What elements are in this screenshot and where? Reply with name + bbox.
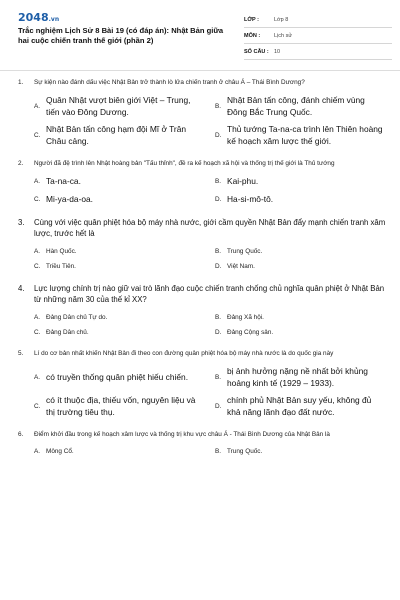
answer-option[interactable] [215,313,386,322]
option-text: có ít thuộc địa, thiếu vốn, nguyên liệu và thị trường tiêu thụ. [46,395,196,417]
option-text: Ha-si-mô-tô. [227,193,274,204]
option-letter: B. [215,178,222,186]
option-text: bị ảnh hưởng nặng nề nhất bởi khủng hoảng kinh tế (1929 – 1933). [227,366,368,388]
option-letter: D. [215,403,222,410]
option-letter: A. [34,248,41,255]
answer-option[interactable] [215,262,386,271]
meta-key: MÔN : [244,32,261,39]
question-stem [18,349,386,358]
question-stem [18,283,386,305]
question-stem [18,217,386,239]
option-letter: C. [34,329,41,336]
answer-option[interactable] [215,447,386,456]
option-letter: D. [215,263,222,270]
option-text: Quân Nhật vượt biên giới Việt – Trung, tiến vào Đông Dương. [46,95,191,117]
option-text: Thủ tướng Ta-na-ca trình lên Thiên hoàng kế hoạch xâm lược thế giới. [227,124,383,146]
option-text: Nhật Bản tấn công, đánh chiếm vùng Đông Bắc Trung Quốc. [227,95,365,117]
question-list [18,78,386,468]
question-number: 1. [18,79,24,86]
answer-option[interactable] [215,176,386,188]
option-letter: C. [34,195,41,203]
answer-option[interactable] [34,262,205,271]
answer-options [18,447,386,456]
meta-value: Lịch sử [274,32,293,39]
question-stem [18,430,386,439]
answer-options [18,247,386,271]
question-item [18,217,386,271]
option-letter: B. [215,374,222,381]
option-letter: B. [215,103,222,110]
answer-option[interactable] [215,124,386,147]
option-text: Ta-na-ca. [46,176,81,186]
meta-row [244,44,392,60]
option-text: Nhật Bản tấn công hạm đội Mĩ ở Trân Châu cảng. [46,124,187,146]
option-text: Đảng Dân chủ Tự do. [46,314,108,321]
option-text: Kai-phu. [227,176,259,186]
option-text: Đảng Dân chủ. [46,329,89,336]
option-letter: B. [215,314,222,321]
answer-option[interactable] [215,95,386,118]
question-item [18,349,386,418]
site-logo[interactable] [18,11,59,24]
answer-option[interactable] [34,194,205,206]
document-title: Trắc nghiệm Lịch Sử 8 Bài 19 (có đáp án): Nhật Bản giữa hai cuộc chiến tranh thế giới (phần 2) [18,26,224,45]
question-item [18,283,386,337]
answer-option[interactable] [34,247,205,256]
meta-key: LỚP : [244,16,259,23]
option-text: có truyền thống quân phiệt hiếu chiến. [46,371,189,382]
meta-key: SỐ CÂU : [244,48,269,55]
option-text: Triều Tiên. [46,263,76,270]
question-number: 2. [18,160,24,167]
question-text: Cùng với việc quân phiệt hóa bộ máy nhà nước, giới cầm quyền Nhật Bản đẩy mạnh chiến tranh xâm lược, trước hết là [34,218,386,238]
option-text: Đảng Cộng sản. [227,329,274,336]
answer-option[interactable] [34,447,205,456]
question-text: Sự kiện nào đánh dấu việc Nhật Bản trở thành lò lửa chiến tranh ở châu Á – Thái Bình Dương? [34,79,305,86]
option-text: Hàn Quốc. [46,248,77,255]
answer-option[interactable] [215,194,386,206]
header-divider [0,70,400,71]
question-stem [18,159,386,168]
meta-row [244,28,392,44]
answer-option[interactable] [34,328,205,337]
meta-row [244,12,392,28]
question-number: 4. [18,284,25,293]
option-text: Mi-ya-da-oa. [46,193,94,204]
question-number: 5. [18,350,24,357]
option-letter: C. [34,132,41,139]
logo-main: 2048 [18,11,49,24]
answer-option[interactable] [34,366,205,389]
answer-options [18,95,386,147]
logo-suffix: .vn [48,16,60,23]
question-number: 6. [18,431,24,438]
option-letter: C. [34,263,41,270]
option-letter: D. [215,195,222,203]
option-text: Đảng Xã hội. [227,314,264,321]
option-text: Trung Quốc. [227,448,263,455]
option-text: Việt Nam. [227,263,255,270]
answer-option[interactable] [215,366,386,389]
option-text: chính phủ Nhật Bản suy yếu, không đủ khả năng lãnh đạo đất nước. [227,395,372,417]
question-item [18,78,386,147]
question-text: Điểm khởi đầu trong kế hoạch xâm lược và thống trị khu vực châu Á - Thái Bình Dương của Nhật Bản là [34,431,330,438]
option-letter: C. [34,403,41,410]
question-text: Người đã đệ trình lên Nhật hoàng bản "Tấu thỉnh", đề ra kế hoạch xã hội và thống trị thế giới là Thủ tướng [34,160,335,167]
answer-option[interactable] [34,95,205,118]
option-letter: A. [34,178,41,186]
question-number: 3. [18,218,25,227]
meta-value: 10 [274,48,281,55]
option-letter: D. [215,132,222,139]
option-text: Trung Quốc. [227,248,263,255]
option-letter: A. [34,314,41,321]
answer-options [18,366,386,418]
option-letter: B. [215,248,222,255]
worksheet-meta [244,12,392,60]
question-text: Lí do cơ bản nhất khiến Nhật Bản đi theo con đường quân phiệt hóa bộ máy nhà nước là do quốc gia này [34,350,334,357]
answer-options [18,176,386,205]
question-item [18,430,386,456]
worksheet-header [18,0,386,66]
option-letter: A. [34,374,41,381]
option-letter: A. [34,448,41,455]
answer-option[interactable] [215,247,386,256]
question-text: Lực lượng chính trị nào giữ vai trò lãnh đạo cuộc chiến tranh chống chủ nghĩa quân phiệt ở Nhật Bản từ những năm 30 của thế kỉ XX? [34,284,385,304]
answer-option[interactable] [34,313,205,322]
answer-option[interactable] [34,395,205,418]
answer-option[interactable] [34,124,205,147]
answer-option[interactable] [34,176,205,188]
option-letter: B. [215,448,222,455]
option-letter: A. [34,103,41,110]
answer-option[interactable] [215,395,386,418]
meta-value: Lớp 8 [274,16,289,23]
option-letter: D. [215,329,222,336]
answer-options [18,313,386,337]
question-item [18,159,386,205]
answer-option[interactable] [215,328,386,337]
option-text: Mông Cổ. [46,448,74,455]
question-stem [18,78,386,87]
